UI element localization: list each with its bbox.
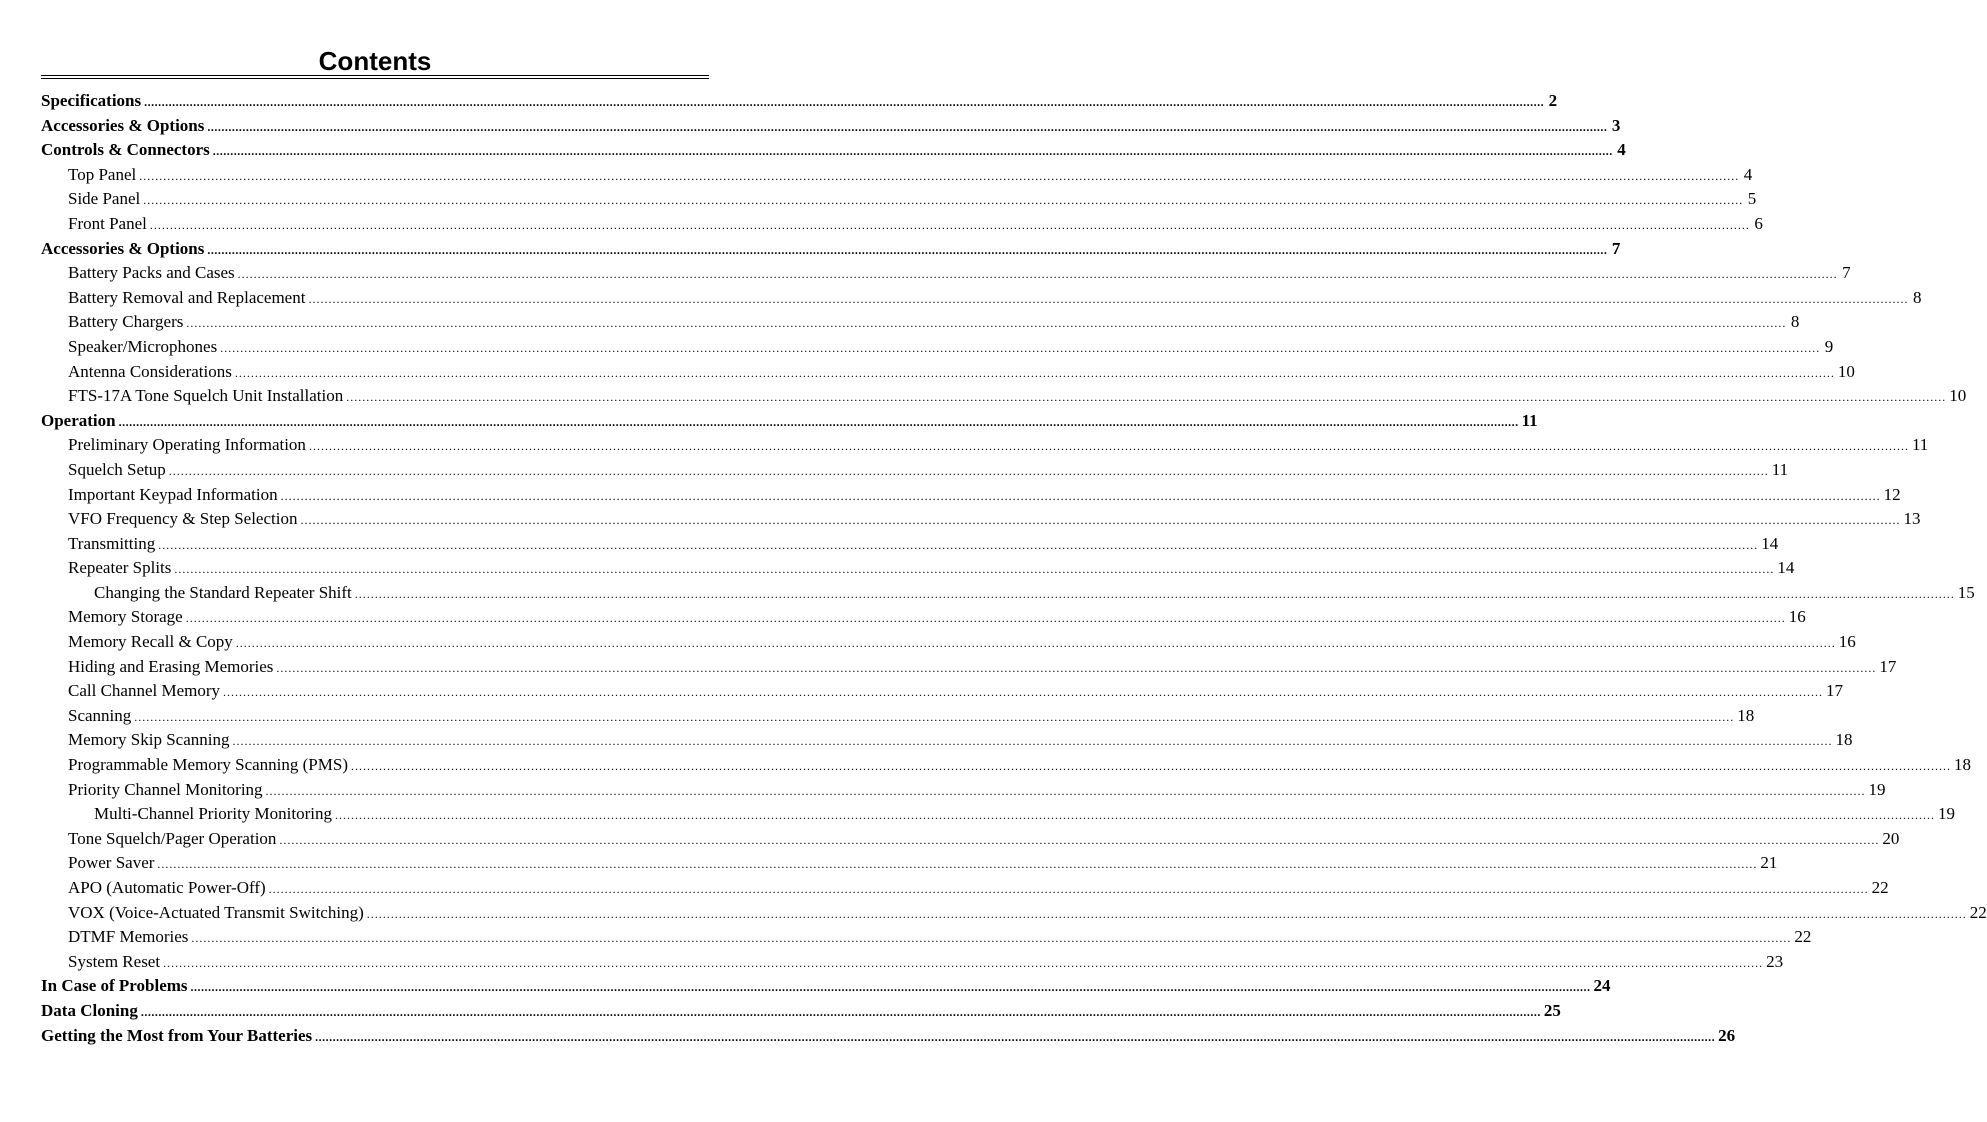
toc-subsection-entry[interactable] [41, 335, 1834, 360]
toc-subsection-entry[interactable] [41, 532, 1779, 557]
toc-entry-page-number: 7 [1611, 238, 1621, 258]
dot-leader: ................................................................................................................................................................................................................................................................................................................................................................................................................ [220, 340, 1821, 355]
toc-entry-label: Hiding and Erasing Memories [68, 656, 274, 676]
toc-subsection-entry[interactable] [41, 851, 1778, 876]
toc-entry-label: Data Cloning [41, 1000, 138, 1020]
title-rule-upper [41, 75, 709, 76]
toc-subsection-entry[interactable] [41, 876, 1889, 901]
dot-leader: ................................................................................................................................................................................................................................................................................................................................................................................................................ [140, 1004, 1541, 1019]
toc-entry-page-number: 12 [1883, 484, 1901, 504]
toc-subsection-entry[interactable] [41, 679, 1844, 704]
toc-entry-label: Accessories & Options [41, 238, 205, 258]
toc-entry-page-number: 18 [1737, 705, 1755, 725]
dot-leader: ................................................................................................................................................................................................................................................................................................................................................................................................................ [168, 463, 1769, 478]
toc-subsection-entry[interactable] [41, 433, 1929, 458]
dot-leader: ................................................................................................................................................................................................................................................................................................................................................................................................................ [346, 390, 1947, 405]
toc-entry-page-number: 9 [1824, 336, 1834, 356]
toc-entry-label: Changing the Standard Repeater Shift [94, 582, 352, 602]
toc-subsection-entry[interactable] [41, 507, 1921, 532]
toc-subsection-entry[interactable] [41, 704, 1755, 729]
toc-entry-page-number: 17 [1826, 681, 1844, 701]
dot-leader: ................................................................................................................................................................................................................................................................................................................................................................................................................ [354, 586, 1955, 601]
dot-leader: ................................................................................................................................................................................................................................................................................................................................................................................................................ [185, 611, 1786, 626]
dot-leader: ................................................................................................................................................................................................................................................................................................................................................................................................................ [232, 734, 1833, 749]
toc-entry-label: Call Channel Memory [68, 681, 221, 701]
dot-leader: ................................................................................................................................................................................................................................................................................................................................................................................................................ [207, 242, 1608, 257]
toc-entry-page-number: 18 [1835, 730, 1853, 750]
dot-leader: ................................................................................................................................................................................................................................................................................................................................................................................................................ [235, 636, 1836, 651]
toc-entry-page-number: 20 [1882, 828, 1900, 848]
toc-entry-page-number: 3 [1611, 115, 1621, 135]
toc-entry-page-number: 22 [1794, 927, 1812, 947]
toc-entry-label: Repeater Splits [68, 558, 172, 578]
toc-entry-page-number: 19 [1938, 804, 1955, 824]
toc-entry-label: Scanning [68, 705, 132, 725]
toc-section-entry[interactable] [41, 237, 1621, 262]
toc-entry-label: Multi-Channel Priority Monitoring [94, 804, 332, 824]
toc-entry-label: System Reset [68, 951, 161, 971]
toc-entry-label: Battery Chargers [68, 312, 184, 332]
toc-entry-page-number: 6 [1754, 213, 1763, 233]
toc-subsection-entry[interactable] [41, 187, 1757, 212]
toc-section-entry[interactable] [41, 89, 1558, 114]
toc-subsection-entry[interactable] [41, 728, 1853, 753]
toc-entry-label: Top Panel [68, 164, 137, 184]
dot-leader: ................................................................................................................................................................................................................................................................................................................................................................................................................ [279, 832, 1880, 847]
toc-subsection-entry[interactable] [41, 655, 1897, 680]
toc-subsection-entry[interactable] [41, 458, 1789, 483]
toc-subsection-entry[interactable] [41, 360, 1855, 385]
toc-subsection-entry[interactable] [41, 630, 1856, 655]
toc-entry-page-number: 25 [1543, 1000, 1561, 1020]
dot-leader: ................................................................................................................................................................................................................................................................................................................................................................................................................ [134, 709, 1735, 724]
toc-entry-page-number: 17 [1879, 656, 1897, 676]
dot-leader: ................................................................................................................................................................................................................................................................................................................................................................................................................ [139, 168, 1740, 183]
toc-entry-page-number: 22 [1969, 902, 1987, 922]
toc-entry-page-number: 16 [1788, 607, 1806, 627]
toc-section-entry[interactable] [41, 409, 1538, 434]
dot-leader: ................................................................................................................................................................................................................................................................................................................................................................................................................ [276, 660, 1877, 675]
dot-leader: ................................................................................................................................................................................................................................................................................................................................................................................................................ [308, 439, 1909, 454]
dot-leader: ................................................................................................................................................................................................................................................................................................................................................................................................................ [190, 980, 1591, 995]
dot-leader: ................................................................................................................................................................................................................................................................................................................................................................................................................ [223, 685, 1824, 700]
toc-entry-page-number: 15 [1957, 582, 1975, 602]
toc-subsection-entry[interactable] [41, 556, 1795, 581]
toc-entry-page-number: 21 [1760, 853, 1778, 873]
toc-entry-page-number: 10 [1837, 361, 1855, 381]
toc-subsection-entry[interactable] [41, 605, 1806, 630]
toc-entry-label: Power Saver [68, 853, 155, 873]
toc-entry-page-number: 22 [1871, 878, 1889, 897]
toc-entry-page-number: 14 [1761, 533, 1779, 553]
toc-subsection-entry[interactable] [41, 925, 1812, 950]
table-of-contents [41, 89, 1987, 1048]
toc-entry-page-number: 26 [1718, 1025, 1736, 1045]
toc-entry-page-number: 16 [1838, 632, 1856, 652]
toc-subsection-entry[interactable] [41, 310, 1800, 335]
dot-leader: ................................................................................................................................................................................................................................................................................................................................................................................................................ [186, 316, 1787, 331]
toc-subsection-entry[interactable] [41, 753, 1971, 778]
toc-subsection-entry[interactable] [41, 286, 1922, 311]
dot-leader: ................................................................................................................................................................................................................................................................................................................................................................................................................ [144, 95, 1545, 109]
toc-entry-label: In Case of Problems [41, 976, 188, 996]
toc-subsection-entry[interactable] [41, 483, 1901, 508]
toc-entry-label: Side Panel [68, 189, 141, 209]
dot-leader: ................................................................................................................................................................................................................................................................................................................................................................................................................ [300, 513, 1901, 528]
toc-entry-label: Squelch Setup [68, 459, 166, 479]
toc-entry-label: Memory Recall & Copy [68, 632, 233, 652]
toc-subsection-entry[interactable] [41, 163, 1753, 188]
toc-entry-page-number: 11 [1521, 410, 1538, 430]
toc-entry-label: FTS-17A Tone Squelch Unit Installation [68, 386, 344, 406]
toc-entry-label: Accessories & Options [41, 115, 205, 135]
toc-subsection-entry[interactable] [41, 827, 1900, 852]
dot-leader: ................................................................................................................................................................................................................................................................................................................................................................................................................ [237, 267, 1838, 282]
dot-leader: ................................................................................................................................................................................................................................................................................................................................................................................................................ [174, 562, 1775, 577]
dot-leader: ................................................................................................................................................................................................................................................................................................................................................................................................................ [308, 291, 1909, 306]
toc-entry-page-number: 14 [1777, 558, 1795, 578]
dot-leader: ................................................................................................................................................................................................................................................................................................................................................................................................................ [280, 488, 1881, 503]
toc-subsection-entry[interactable] [41, 901, 1987, 926]
toc-entry-page-number: 4 [1617, 140, 1626, 160]
toc-entry-page-number: 24 [1593, 976, 1611, 996]
dot-leader: ................................................................................................................................................................................................................................................................................................................................................................................................................ [351, 759, 1951, 774]
toc-entry-label: Battery Packs and Cases [68, 263, 235, 283]
dot-leader: ................................................................................................................................................................................................................................................................................................................................................................................................................ [149, 217, 1750, 232]
dot-leader: ................................................................................................................................................................................................................................................................................................................................................................................................................ [335, 808, 1935, 823]
dot-leader: ................................................................................................................................................................................................................................................................................................................................................................................................................ [191, 931, 1792, 946]
toc-entry-page-number: 13 [1903, 509, 1921, 529]
toc-entry-label: Specifications [41, 91, 142, 110]
toc-entry-page-number: 11 [1771, 459, 1789, 479]
toc-entry-label: APO (Automatic Power-Off) [68, 878, 266, 897]
dot-leader: ................................................................................................................................................................................................................................................................................................................................................................................................................ [212, 144, 1613, 159]
toc-entry-page-number: 8 [1790, 312, 1800, 332]
toc-entry-page-number: 10 [1949, 386, 1967, 406]
toc-subsection-entry[interactable] [41, 581, 1975, 606]
toc-entry-label: VFO Frequency & Step Selection [68, 509, 298, 529]
page-title: Contents [318, 46, 432, 76]
toc-section-entry[interactable] [41, 974, 1611, 999]
toc-entry-label: Priority Channel Monitoring [68, 779, 263, 799]
toc-section-entry[interactable] [41, 114, 1621, 139]
toc-entry-label: Operation [41, 410, 116, 430]
dot-leader: ................................................................................................................................................................................................................................................................................................................................................................................................................ [207, 119, 1608, 134]
toc-entry-label: Speaker/Microphones [68, 336, 218, 356]
dot-leader: ................................................................................................................................................................................................................................................................................................................................................................................................................ [234, 365, 1835, 380]
toc-entry-label: Important Keypad Information [68, 484, 278, 504]
toc-entry-label: Getting the Most from Your Batteries [41, 1025, 313, 1045]
toc-entry-label: Tone Squelch/Pager Operation [68, 828, 277, 848]
dot-leader: ................................................................................................................................................................................................................................................................................................................................................................................................................ [265, 783, 1866, 798]
toc-entry-label: Transmitting [68, 533, 156, 553]
title-rule-lower [41, 78, 709, 79]
dot-leader: ................................................................................................................................................................................................................................................................................................................................................................................................................ [143, 193, 1744, 208]
toc-subsection-entry[interactable] [41, 212, 1763, 237]
toc-entry-label: Antenna Considerations [68, 361, 232, 381]
toc-entry-page-number: 18 [1954, 755, 1971, 775]
toc-entry-label: VOX (Voice-Actuated Transmit Switching) [68, 902, 364, 922]
toc-entry-label: Battery Removal and Replacement [68, 287, 306, 307]
toc-entry-page-number: 19 [1868, 779, 1886, 799]
toc-entry-label: Controls & Connectors [41, 140, 210, 160]
toc-section-entry[interactable] [41, 1024, 1736, 1049]
toc-subsection-entry[interactable] [41, 950, 1784, 975]
toc-subsection-entry[interactable] [41, 261, 1851, 286]
toc-entry-page-number: 2 [1548, 91, 1558, 110]
toc-entry-page-number: 5 [1747, 189, 1757, 209]
toc-entry-page-number: 11 [1911, 435, 1929, 455]
toc-entry-label: Memory Skip Scanning [68, 730, 230, 750]
toc-subsection-entry[interactable] [41, 802, 1955, 827]
dot-leader: ................................................................................................................................................................................................................................................................................................................................................................................................................ [268, 882, 1869, 896]
dot-leader: ................................................................................................................................................................................................................................................................................................................................................................................................................ [366, 906, 1967, 921]
dot-leader: ................................................................................................................................................................................................................................................................................................................................................................................................................ [118, 414, 1519, 429]
toc-entry-label: Preliminary Operating Information [68, 435, 306, 455]
toc-entry-page-number: 7 [1842, 263, 1851, 283]
toc-entry-label: DTMF Memories [68, 927, 189, 947]
dot-leader: ................................................................................................................................................................................................................................................................................................................................................................................................................ [158, 537, 1759, 552]
toc-subsection-entry[interactable] [41, 778, 1886, 803]
dot-leader: ................................................................................................................................................................................................................................................................................................................................................................................................................ [157, 857, 1758, 872]
dot-leader: ................................................................................................................................................................................................................................................................................................................................................................................................................ [163, 955, 1764, 970]
toc-entry-page-number: 23 [1766, 951, 1784, 971]
toc-subsection-entry[interactable] [41, 384, 1967, 409]
toc-entry-page-number: 8 [1912, 287, 1922, 307]
toc-section-entry[interactable] [41, 999, 1561, 1024]
toc-entry-label: Front Panel [68, 213, 147, 233]
toc-section-entry[interactable] [41, 138, 1626, 163]
toc-entry-label: Programmable Memory Scanning (PMS) [68, 755, 348, 775]
dot-leader: ................................................................................................................................................................................................................................................................................................................................................................................................................ [315, 1029, 1716, 1044]
toc-entry-label: Memory Storage [68, 607, 183, 627]
toc-entry-page-number: 4 [1743, 164, 1753, 184]
